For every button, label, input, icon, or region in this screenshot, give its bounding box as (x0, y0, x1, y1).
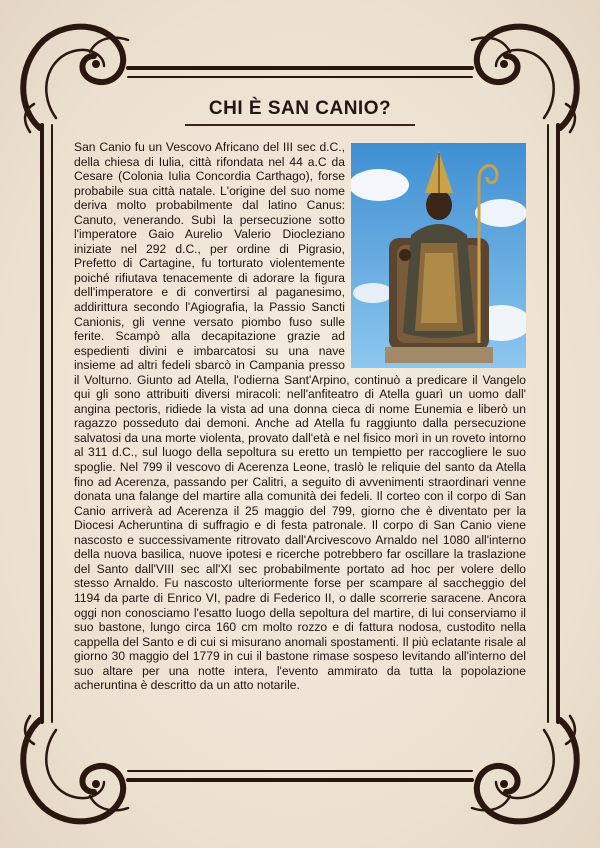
article-body (74, 140, 526, 693)
title-underline (185, 124, 415, 126)
page-title: CHI È SAN CANIO? (208, 98, 392, 119)
saint-statue-icon (351, 143, 526, 368)
saint-statue-image (351, 143, 526, 368)
article-text: San Canio fu un Vescovo Africano del III sec d.C., della chiesa di Iulia, città rifondata nel 44 a.C da Cesare (Colonia Iulia Concordia Carthago), forse probabile sua città natale. L'origine del suo nome deriva molto probabilmente dal latino Canus: Canuto, venerando. Subì la persecuzione sotto l'imperatore Gaio Aurelio Valerio Diocleziano iniziate nel 292 d.C., per ordine di Pigrasio, Prefetto di Cartagine, fu torturato violentemente poiché rifiutava tenacemente di adorare la figura dell'imperatore e di convertirsi al paganesimo, addirittura secondo l'Agiografia, la Passio Sancti Canionis, gli venne versato piombo fuso sulle ferite. Scampò alla decapitazione grazie ad espedienti divini e imbarcatosi su una nave insieme ad altri fedeli sbarcò in Campania presso il Volturno. Giunto ad Atella, l'odierna Sant'Arpino, continuò a predicare il Vangelo qui gli sono attribuiti diversi miracoli: nell'anfiteatro di Atella guarì un uomo dall' angina pectoris, ridiede la vista ad una donna cieca di nome Eunemia e liberò un ragazzo posseduto dai demoni. Anche ad Atella fu raggiunto dalla persecuzione salvatosi da una morte violenta, provato dall'età e nel fisico morì in un roveto intorno al 311 d.C., sul luogo della sepoltura su eretto un tempietto per raccogliere le suo spoglie. Nel 799 il vescovo di Acerenza Leone, traslò le reliquie del santo da Atella fino ad Acerenza, passando per Calitri, a seguito di avvenimenti straordinari venne donata una falange del martire alla comunità dei fedeli. Il corteo con il corpo di San Canio arriverà ad Acerenza il 25 maggio del 799, giorno che è diventato per la Diocesi Acheruntina di suffragio e di festa patronale. Il corpo di San Canio viene nascosto e successivamente ritrovato dall'Arcivescovo Arnaldo nel 1080 all'interno della nuova basilica, nuove ipotesi e ricerche potrebbero far oscillare la traslazione del Santo dall'VIII sec all'XI sec probabilmente portato ad hoc per volere dello stesso Arnaldo. Fu nascosto ulteriormente forse per scampare al saccheggio del 1194 da parte di Enrico VI, padre di Federico II, o dalle scorrerie saracene. Ancora oggi non conosciamo l'esatto luogo della sepoltura del martire, di lui conserviamo il suo bastone, lungo circa 160 cm molto rozzo e di fattura nodosa, custodito nella cappella del Santo e di cui si misurano anomali spostamenti. Il più eclatante risale al giorno 30 maggio del 1779 in cui il bastone rimase sospeso levitando all'interno del suo altare per una notte intera, l'evento ammirato da tutta la popolazione acheruntina è descritto da un atto notarile. (74, 140, 526, 693)
